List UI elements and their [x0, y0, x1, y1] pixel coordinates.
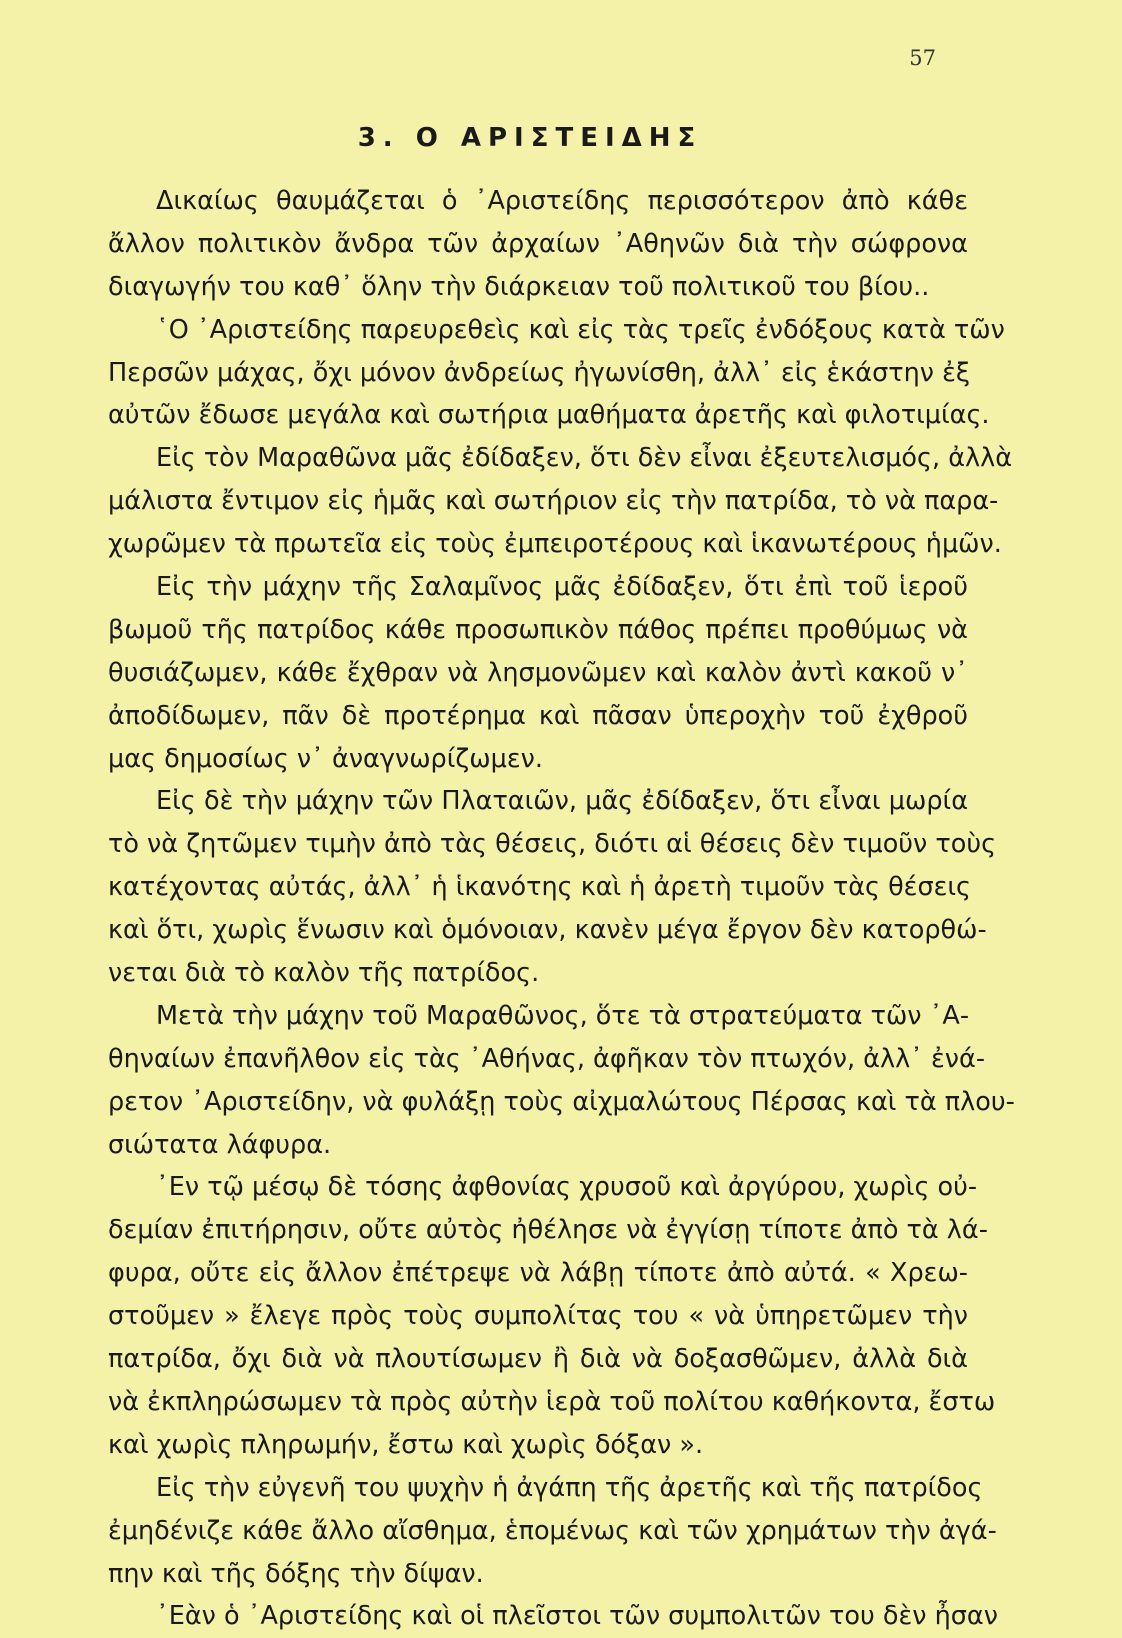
text-line: μάλιστα ἔντιμον εἰς ἡμᾶς καὶ σωτήριον εἰς τὴν πατρίδα, τὸ νὰ παρα- — [108, 486, 999, 517]
text-line: ρετον ᾿Αριστείδην, νὰ φυλάξῃ τοὺς αἰχμαλώτους Πέρσας καὶ τὰ πλου- — [108, 1086, 1015, 1117]
text-line: κατέχοντας αὐτάς, ἀλλ᾿ ἡ ἱκανότης καὶ ἡ ἀρετὴ τιμοῦν τὰς θέσεις — [108, 872, 972, 903]
text-line: Εἰς τὴν εὐγενῆ του ψυχὴν ἡ ἀγάπη τῆς ἀρετῆς καὶ τῆς πατρίδος — [156, 1472, 983, 1503]
text-line: αὐτῶν ἔδωσε μεγάλα καὶ σωτήρια μαθήματα ἀρετῆς καὶ φιλοτιμίας. — [108, 400, 990, 431]
text-line: νὰ ἐκπληρώσωμεν τὰ πρὸς αὐτὴν ἱερὰ τοῦ πολίτου καθήκοντα, ἔστω — [108, 1386, 996, 1417]
body-text — [108, 180, 1015, 1638]
text-line: ἀποδίδωμεν, πᾶν δὲ προτέρημα καὶ πᾶσαν ὑπεροχὴν τοῦ ἐχθροῦ — [108, 700, 968, 731]
text-line: βωμοῦ τῆς πατρίδος κάθε προσωπικὸν πάθος πρέπει προθύμως νὰ — [108, 614, 968, 645]
text-line: πατρίδα, ὄχι διὰ νὰ πλουτίσωμεν ἢ διὰ νὰ δοξασθῶμεν, ἀλλὰ διὰ — [108, 1344, 968, 1375]
page-number: 57 — [909, 46, 936, 70]
text-line: ἐμηδένιζε κάθε ἄλλο αἴσθημα, ἑπομένως καὶ τῶν χρημάτων τὴν ἀγά- — [108, 1515, 997, 1546]
text-line: θυσιάζωμεν, κάθε ἔχθραν νὰ λησμονῶμεν καὶ καλὸν ἀντὶ κακοῦ ν᾿ — [108, 657, 968, 688]
text-line: Μετὰ τὴν μάχην τοῦ Μαραθῶνος, ὅτε τὰ στρατεύματα τῶν ᾿Α- — [156, 1000, 970, 1031]
text-line: καὶ ὅτι, χωρὶς ἕνωσιν καὶ ὁμόνοιαν, κανὲν μέγα ἔργον δὲν κατορθώ- — [108, 915, 987, 946]
text-line: νεται διὰ τὸ καλὸν τῆς πατρίδος. — [108, 958, 540, 989]
text-line: στοῦμεν » ἔλεγε πρὸς τοὺς συμπολίτας του « νὰ ὑπηρετῶμεν τὴν — [108, 1301, 968, 1332]
chapter-title: 3. Ο ΑΡΙΣΤΕΙΔΗΣ — [357, 123, 703, 153]
text-line: δεμίαν ἐπιτήρησιν, οὔτε αὐτὸς ἠθέλησε νὰ ἐγγίσῃ τίποτε ἀπὸ τὰ λά- — [108, 1215, 988, 1246]
text-line: μας δημοσίως ν᾿ ἀναγνωρίζωμεν. — [108, 743, 543, 774]
text-line: φυρα, οὔτε εἰς ἄλλον ἐπέτρεψε νὰ λάβῃ τίποτε ἀπὸ αὐτά. « Χρεω- — [108, 1258, 968, 1289]
text-line: καὶ χωρὶς πληρωμήν, ἔστω καὶ χωρὶς δόξαν ». — [108, 1429, 704, 1460]
text-line: πην καὶ τῆς δόξης τὴν δίψαν. — [108, 1558, 484, 1589]
text-line: σιώτατα λάφυρα. — [108, 1129, 332, 1160]
text-line: Δικαίως θαυμάζεται ὁ ᾿Αριστείδης περισσότερον ἀπὸ κάθε — [156, 186, 968, 216]
text-line: χωρῶμεν τὰ πρωτεῖα εἰς τοὺς ἐμπειροτέρους καὶ ἱκανωτέρους ἡμῶν. — [108, 529, 1002, 560]
text-line: Περσῶν μάχας, ὄχι μόνον ἀνδρείως ἠγωνίσθη, ἀλλ᾿ εἰς ἑκάστην ἐξ — [108, 357, 971, 388]
text-line: ᾿Εν τῷ μέσῳ δὲ τόσης ἀφθονίας χρυσοῦ καὶ ἀργύρου, χωρὶς οὐ- — [156, 1172, 978, 1203]
text-line: ῾Ο ᾿Αριστείδης παρευρεθεὶς καὶ εἰς τὰς τρεῖς ἐνδόξους κατὰ τῶν — [156, 314, 1005, 345]
text-line: ἄλλον πολιτικὸν ἄνδρα τῶν ἀρχαίων ᾿Αθηνῶν διὰ τὴν σώφρονα — [108, 228, 968, 259]
text-line: θηναίων ἐπανῆλθον εἰς τὰς ᾿Αθήνας, ἀφῆκαν τὸν πτωχόν, ἀλλ᾿ ἐνά- — [108, 1043, 986, 1074]
text-line: Εἰς τὴν μάχην τῆς Σαλαμῖνος μᾶς ἐδίδαξεν, ὅτι ἐπὶ τοῦ ἱεροῦ — [156, 572, 968, 603]
text-line: διαγωγήν του καθ᾿ ὅλην τὴν διάρκειαν τοῦ πολιτικοῦ του βίου.. — [108, 271, 930, 302]
text-line: Εἰς δὲ τὴν μάχην τῶν Πλαταιῶν, μᾶς ἐδίδαξεν, ὅτι εἶναι μωρία — [156, 786, 968, 817]
text-line: τὸ νὰ ζητῶμεν τιμὴν ἀπὸ τὰς θέσεις, διότι αἱ θέσεις δὲν τιμοῦν τοὺς — [108, 829, 997, 860]
text-line: Εἰς τὸν Μαραθῶνα μᾶς ἐδίδαξεν, ὅτι δὲν εἶναι ἐξευτελισμός, ἀλλὰ — [156, 443, 1013, 474]
text-line: ᾿Εὰν ὁ ᾿Αριστείδης καὶ οἱ πλεῖστοι τῶν συμπολιτῶν του δὲν ἦσαν — [156, 1601, 998, 1632]
